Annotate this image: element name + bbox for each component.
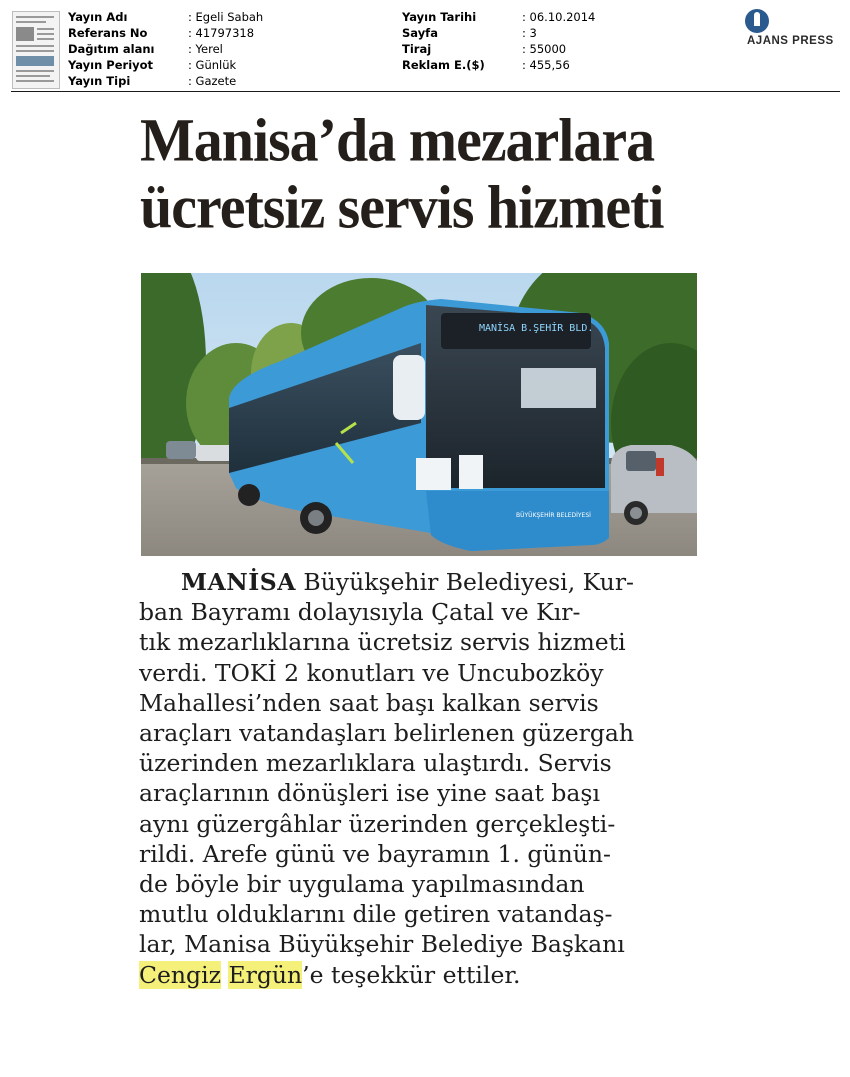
metadata-right <box>402 9 595 73</box>
article-line: araçlarının dönüşleri ise yine saat başı <box>139 779 600 808</box>
article-body <box>139 567 739 990</box>
article-line: lar, Manisa Büyükşehir Belediye Başkanı <box>139 930 625 959</box>
meta-value: : Yerel <box>188 42 223 56</box>
meta-label: Yayın Tipi <box>68 74 131 88</box>
meta-row <box>68 73 263 89</box>
meta-row <box>68 57 263 73</box>
article-headline <box>140 107 740 241</box>
meta-row <box>68 25 263 41</box>
meta-label: Yayın Tarihi <box>402 10 477 24</box>
article-photo <box>141 273 697 556</box>
meta-row <box>68 41 263 57</box>
meta-row <box>402 9 595 25</box>
highlighted-name: Ergün <box>228 960 303 989</box>
article-line: verdi. TOKİ 2 konutları ve Uncubozköy <box>139 658 604 687</box>
meta-row <box>402 25 595 41</box>
meta-label: Tiraj <box>402 42 432 56</box>
meta-label: Yayın Periyot <box>68 58 154 72</box>
article-line <box>139 960 739 990</box>
article-line <box>139 567 739 597</box>
bus-side-text: BÜYÜKŞEHİR BELEDİYESİ <box>516 512 591 519</box>
article-line: de böyle bir uygulama yapılmasından <box>139 870 585 899</box>
headline-line-1: Manisa’da mezarlara <box>140 105 655 175</box>
meta-label: Yayın Adı <box>68 10 128 24</box>
highlighted-name: Cengiz <box>139 960 221 989</box>
meta-value: : Gazete <box>188 74 237 88</box>
article-line: rildi. Arefe günü ve bayramın 1. günün- <box>139 839 611 868</box>
article-text: ’e teşekkür ettiler. <box>302 960 521 989</box>
meta-value: : 55000 <box>522 42 567 56</box>
meta-row <box>402 41 595 57</box>
meta-row <box>402 57 595 73</box>
meta-label: Dağıtım alanı <box>68 42 155 56</box>
article-line: tık mezarlıklarına ücretsiz servis hizmeti <box>139 628 626 657</box>
metadata-left <box>68 9 263 89</box>
article-line: ban Bayramı dolayısıyla Çatal ve Kır- <box>139 598 581 627</box>
meta-value: : 41797318 <box>188 26 255 40</box>
article-line: Mahallesi’nden saat başı kalkan servis <box>139 688 599 717</box>
meta-value: : Günlük <box>188 58 237 72</box>
meta-value: : 455,56 <box>522 58 570 72</box>
logo-text: AJANS PRESS <box>747 35 834 47</box>
meta-label: Reklam E.($) <box>402 58 485 72</box>
ajans-press-logo-icon <box>745 9 769 33</box>
meta-label: Referans No <box>68 26 148 40</box>
article-line: aynı güzergâhlar üzerinden gerçekleşti- <box>139 809 616 838</box>
dateline: MANİSA <box>181 568 296 596</box>
meta-label: Sayfa <box>402 26 438 40</box>
page-thumbnail <box>12 11 60 89</box>
bus-destination-sign: MANİSA B.ŞEHİR BLD. <box>479 323 594 334</box>
header-divider <box>11 91 840 92</box>
meta-row <box>68 9 263 25</box>
meta-value: : Egeli Sabah <box>188 10 264 24</box>
article-line: üzerinden mezarlıklara ulaştırdı. Servis <box>139 749 612 778</box>
article-line: araçları vatandaşları belirlenen güzergah <box>139 719 635 748</box>
meta-value: : 06.10.2014 <box>522 10 596 24</box>
headline-line-2: ücretsiz servis hizmeti <box>140 173 664 242</box>
parked-car <box>611 445 697 525</box>
article-text: Büyükşehir Belediyesi, Kur- <box>295 568 634 596</box>
article-line: mutlu olduklarını dile getiren vatandaş- <box>139 900 613 929</box>
ajans-press-logo <box>745 9 840 49</box>
meta-value: : 3 <box>522 26 537 40</box>
